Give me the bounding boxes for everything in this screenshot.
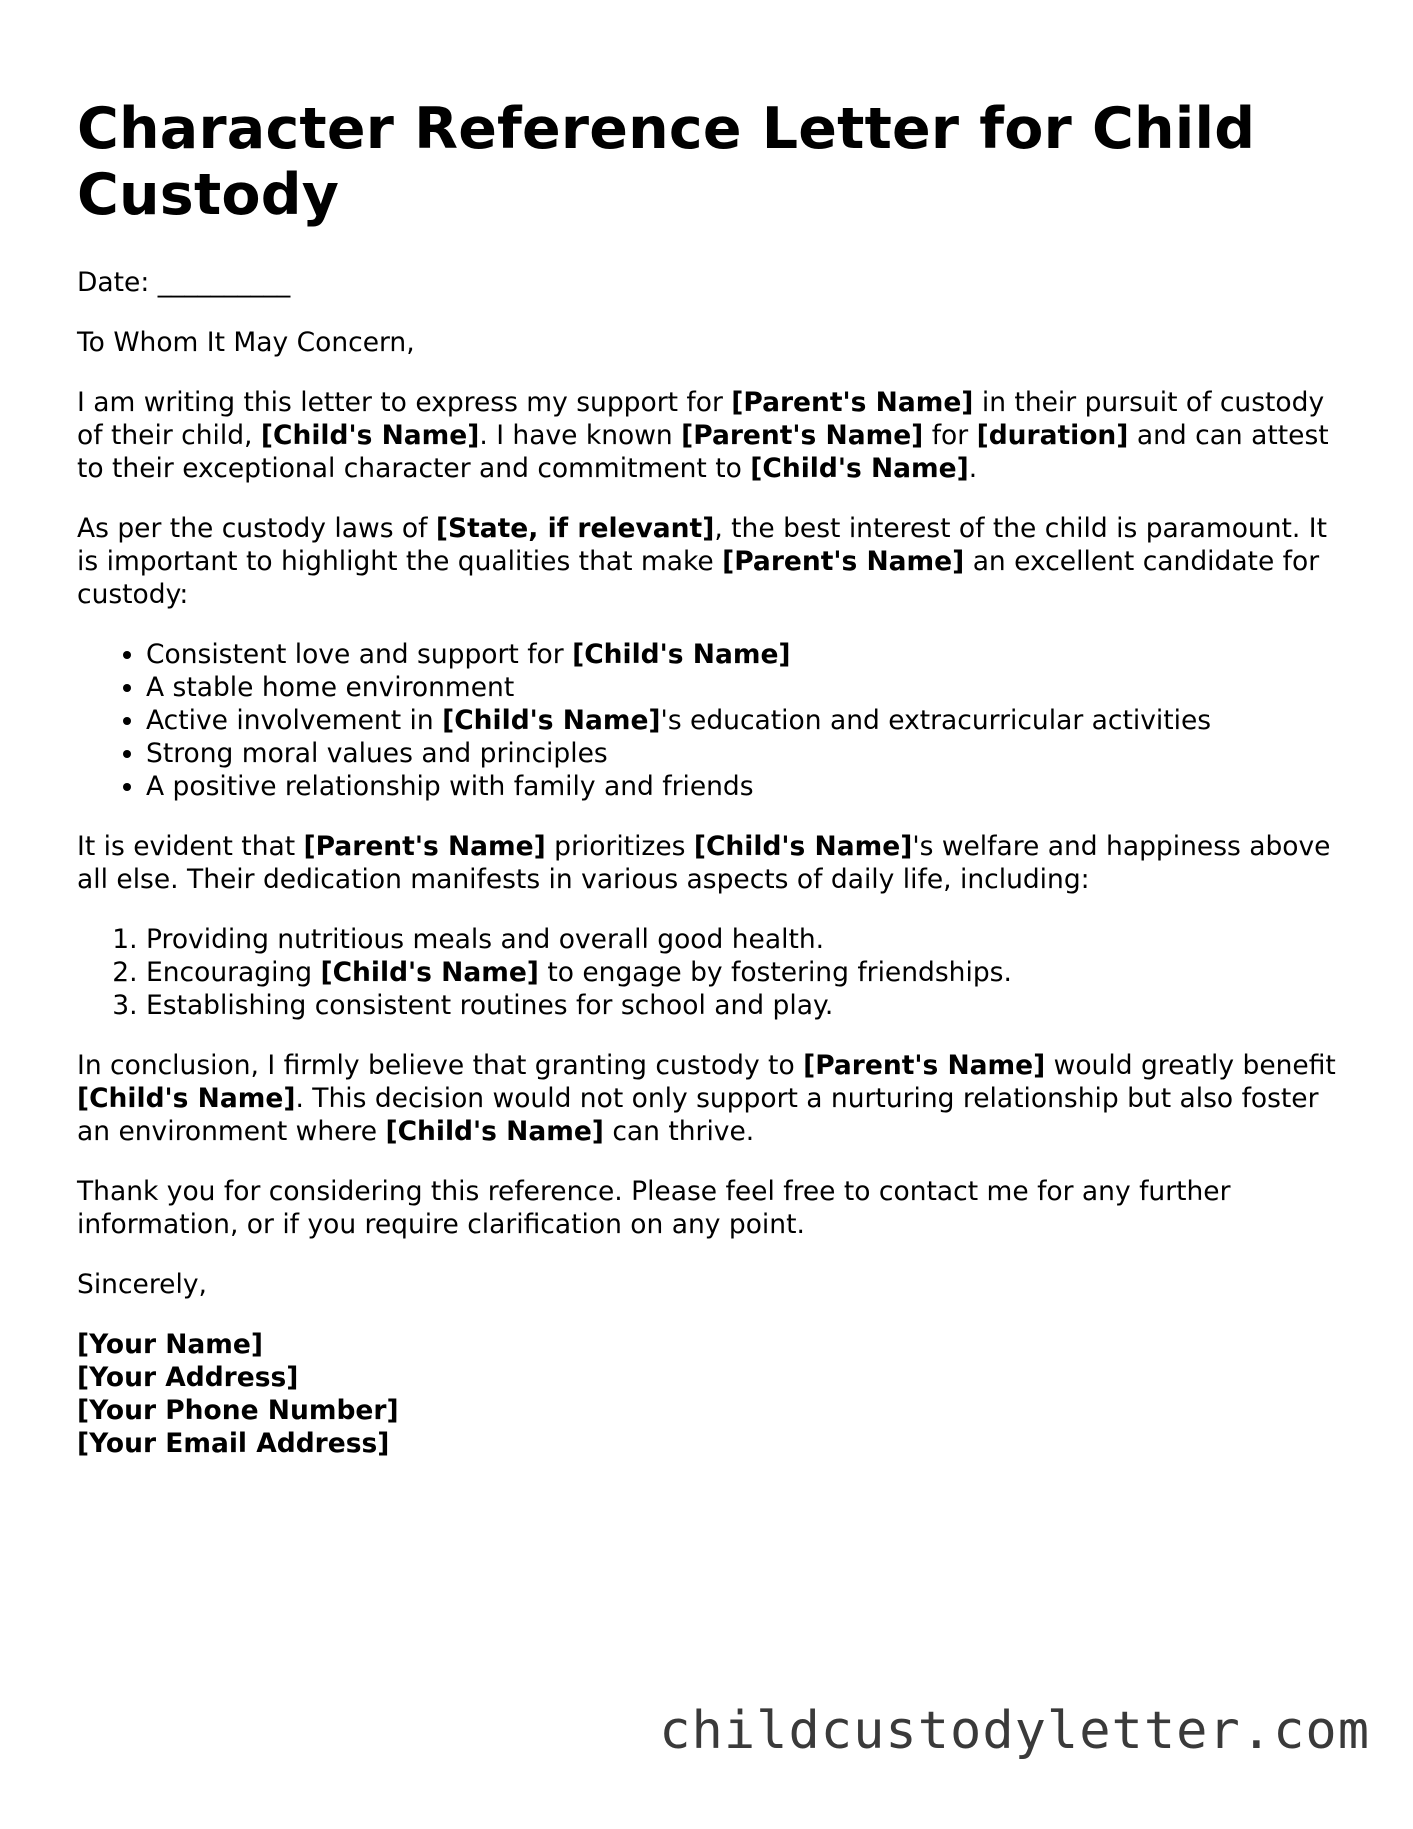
thank-you-paragraph: Thank you for considering this reference. Please feel free to contact me for any further information, or if you require clarification on any point. (77, 1176, 1231, 1240)
list-item: • A stable home environment (146, 671, 1337, 704)
state-placeholder: [State, if relevant] (435, 513, 715, 544)
parent-name-placeholder: [Parent's Name] (731, 387, 974, 418)
parent-name-placeholder: [Parent's Name] (303, 831, 546, 862)
aspects-list (77, 923, 1337, 1022)
list-item: • A positive relationship with family and friends (146, 770, 1337, 803)
signature-name: [Your Name] (77, 1329, 263, 1360)
salutation: To Whom It May Concern, (77, 327, 415, 358)
signature-block (77, 1328, 1337, 1460)
child-name-placeholder: [Child's Name] (77, 1083, 296, 1114)
list-item: • Active involvement in [Child's Name]'s education and extracurricular activities (146, 704, 1337, 737)
intro-paragraph: I am writing this letter to express my support for [Parent's Name] in their pursuit of custody of their child, [Child's Name]. I have known [Parent's Name] for [duration] and can attest to their exceptional character and commitment to [Child's Name]. (77, 387, 1329, 484)
duration-placeholder: [duration] (976, 420, 1129, 451)
list-item: 2. Encouraging [Child's Name] to engage by fostering friendships. (146, 956, 1337, 989)
conclusion-paragraph: In conclusion, I firmly believe that granting custody to [Parent's Name] would greatly benefit [Child's Name]. This decision would not only support a nurturing relationship but also foster an environment where [Child's Name] can thrive. (77, 1050, 1336, 1147)
signature-phone: [Your Phone Number] (77, 1395, 399, 1426)
letter-title: Character Reference Letter for Child Custody (77, 96, 1256, 228)
list-item: 3. Establishing consistent routines for school and play. (146, 989, 1337, 1022)
signature-email: [Your Email Address] (77, 1428, 390, 1459)
child-name-placeholder: [Child's Name] (750, 453, 969, 484)
custody-laws-paragraph: As per the custody laws of [State, if relevant], the best interest of the child is paramount. It is important to highlight the qualities that make [Parent's Name] an excellent candidate for custody: (77, 513, 1327, 610)
parent-name-placeholder: [Parent's Name] (803, 1050, 1046, 1081)
list-item: • Strong moral values and principles (146, 737, 1337, 770)
signature-address: [Your Address] (77, 1362, 299, 1393)
dedication-paragraph: It is evident that [Parent's Name] prioritizes [Child's Name]'s welfare and happiness above all else. Their dedication manifests in various aspects of daily life, including: (77, 831, 1331, 895)
parent-name-placeholder: [Parent's Name] (681, 420, 924, 451)
closing: Sincerely, (77, 1269, 207, 1300)
child-name-placeholder: [Child's Name] (385, 1116, 604, 1147)
parent-name-placeholder: [Parent's Name] (722, 546, 965, 577)
qualities-list (77, 638, 1337, 803)
letter-document (77, 96, 1337, 1460)
date-line: Date: __________ (77, 267, 291, 298)
child-name-placeholder: [Child's Name] (693, 831, 913, 862)
website-watermark: childcustodyletter.com (659, 1701, 1370, 1761)
list-item: 1. Providing nutritious meals and overall good health. (146, 923, 1337, 956)
child-name-placeholder: [Child's Name] (260, 420, 480, 451)
list-item: • Consistent love and support for [Child's Name] (146, 638, 1337, 671)
